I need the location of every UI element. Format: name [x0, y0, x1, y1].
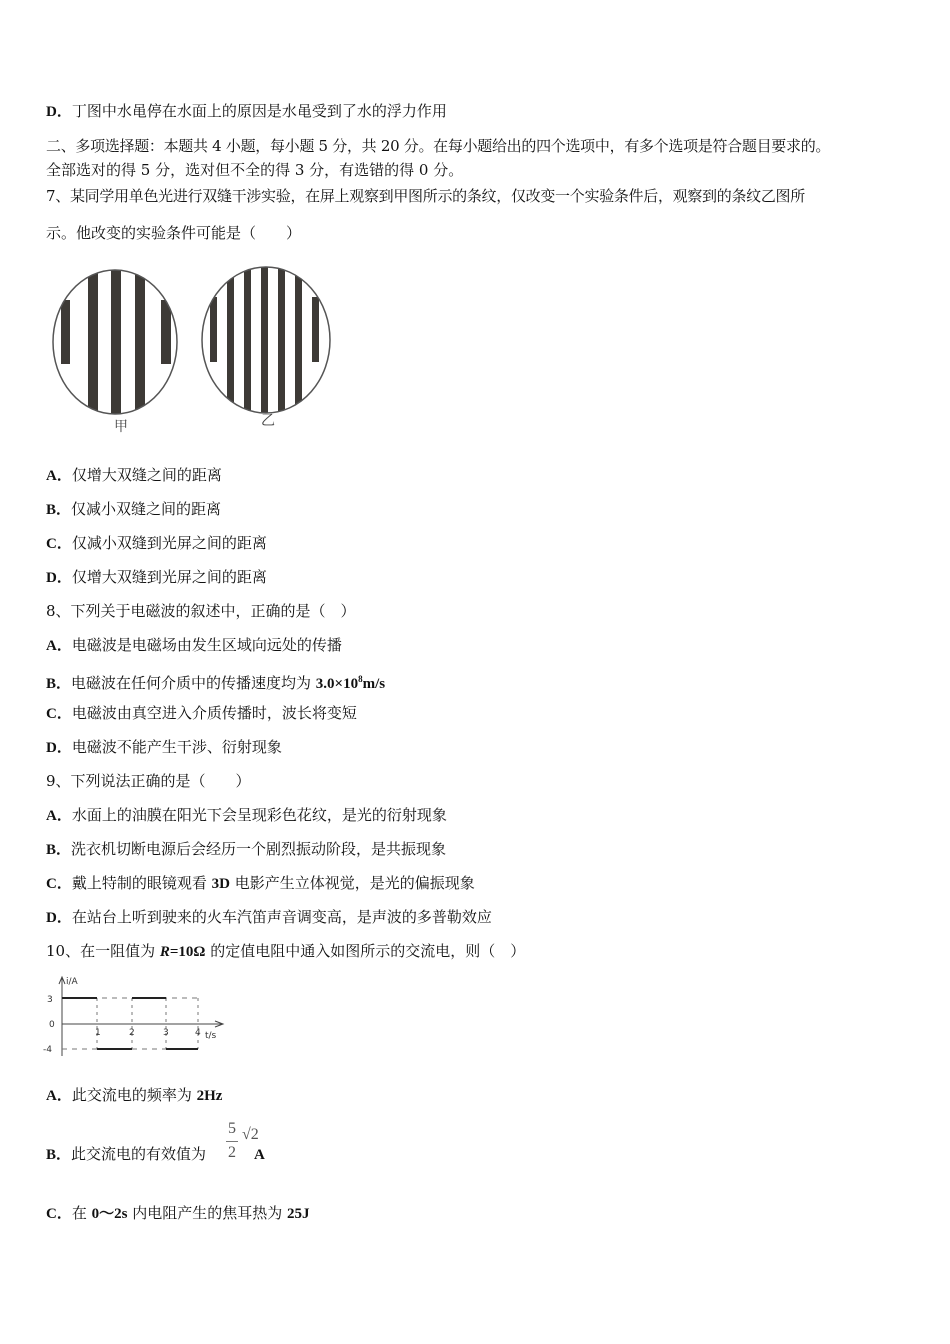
option-letter: C． [46, 1206, 72, 1222]
option-letter: C． [46, 706, 72, 722]
q7-option-c[interactable] [46, 533, 267, 554]
option-text: 丁图中水黾停在水面上的原因是水黾受到了水的浮力作用 [71, 102, 447, 120]
option-text: 仅减小双缝到光屏之间的距离 [71, 534, 267, 552]
q9-option-a[interactable] [46, 805, 447, 826]
fraction-bar [226, 1141, 238, 1142]
q7-option-b[interactable] [46, 499, 221, 520]
option-text: 在站台上听到驶来的火车汽笛声音调变高，是声波的多普勒效应 [71, 908, 492, 926]
sqrt-two: √2 [242, 1126, 259, 1143]
y-tick-3: 3 [47, 995, 53, 1005]
resistance-variable: R [159, 944, 170, 960]
option-letter: D． [46, 740, 72, 756]
option-letter: D． [46, 104, 72, 120]
option-letter: D． [46, 910, 72, 926]
x-tick-1: 1 [95, 1028, 101, 1038]
q8-option-a[interactable] [46, 635, 342, 656]
option-text: 仅增大双缝到光屏之间的距离 [71, 568, 267, 586]
option-letter: B． [46, 1147, 72, 1163]
q10-stem [46, 941, 525, 962]
speed-exponent: 8 [358, 674, 363, 684]
y-tick-neg4: -4 [43, 1045, 52, 1055]
frequency-value: 2Hz [196, 1088, 223, 1104]
q9-option-d[interactable] [46, 907, 492, 928]
section-header-line-2: 全部选对的得 5 分，选对但不全的得 3 分，有选错的得 0 分。 [46, 161, 464, 179]
option-text: 电磁波是电磁场由发生区域向远处的传播 [71, 636, 342, 654]
x-tick-4: 4 [195, 1028, 201, 1038]
option-text: 此交流电的频率为 [71, 1086, 197, 1104]
fraction-denominator: 2 [228, 1144, 236, 1161]
q7-option-a[interactable] [46, 465, 222, 486]
x-tick-2: 2 [129, 1028, 135, 1038]
option-text: 水面上的油膜在阳光下会呈现彩色花纹，是光的衍射现象 [71, 806, 447, 824]
stem-text: 的定值电阻中通入如图所示的交流电，则（ ） [205, 942, 526, 960]
q7-option-d[interactable] [46, 567, 267, 588]
fringe-diagram-svg [48, 252, 348, 442]
speed-value: 3.0×10 [315, 676, 359, 692]
resistance-value: =10Ω [169, 944, 206, 960]
option-letter: B． [46, 842, 72, 858]
interference-fringe-figure [48, 252, 348, 442]
fraction-numerator: 5 [228, 1120, 236, 1137]
unit-ampere: A [254, 1147, 265, 1163]
q9-stem: 9、下列说法正确的是（ ） [46, 772, 251, 790]
y-tick-0: 0 [49, 1020, 55, 1030]
option-letter: D． [46, 570, 72, 586]
q10-option-a[interactable] [46, 1085, 222, 1106]
figure-label-jia: 甲 [114, 419, 128, 435]
option-text: 电影产生立体视觉，是光的偏振现象 [229, 874, 475, 892]
option-text: 在 [71, 1204, 92, 1222]
option-text: 洗衣机切断电源后会经历一个剧烈振动阶段，是共振现象 [71, 840, 447, 858]
option-text: 仅减小双缝之间的距离 [71, 500, 222, 518]
q9-option-b[interactable] [46, 839, 446, 860]
x-axis-label: t/s [205, 1031, 217, 1041]
q10-option-c[interactable] [46, 1203, 310, 1224]
q8-option-b[interactable] [46, 669, 385, 694]
q7-stem-line-2: 示。他改变的实验条件可能是（ ） [46, 224, 302, 242]
current-time-chart [42, 972, 232, 1060]
q8-option-d[interactable] [46, 737, 282, 758]
option-letter: C． [46, 876, 72, 892]
option-text: 此交流电的有效值为 [71, 1145, 207, 1163]
option-text: 电磁波在任何介质中的传播速度均为 [71, 674, 316, 692]
option-letter: B． [46, 676, 72, 692]
option-letter: A． [46, 468, 72, 484]
option-text: 电磁波不能产生干涉、衍射现象 [71, 738, 282, 756]
time-range: 0～2s [91, 1206, 128, 1222]
q8-option-c[interactable] [46, 703, 357, 724]
option-text: 内电阻产生的焦耳热为 [127, 1204, 288, 1222]
option-text: 仅增大双缝之间的距离 [71, 466, 222, 484]
section-header-line-1: 二、多项选择题：本题共 4 小题，每小题 5 分，共 20 分。在每小题给出的四个选项中，有多个选项是符合题目要求的。 [46, 137, 831, 155]
heat-value: 25J [287, 1206, 310, 1222]
option-bold: 3D [211, 876, 230, 892]
option-letter: B． [46, 502, 72, 518]
option-letter: C． [46, 536, 72, 552]
q8-stem: 8、下列关于电磁波的叙述中，正确的是（ ） [46, 602, 356, 620]
q9-option-c[interactable] [46, 873, 475, 894]
speed-unit: m/s [362, 676, 386, 692]
option-text: 电磁波由真空进入介质传播时，波长将变短 [71, 704, 357, 722]
stem-text: 10、在一阻值为 [46, 942, 160, 960]
square-wave-plot [42, 972, 232, 1060]
option-letter: A． [46, 808, 72, 824]
x-tick-3: 3 [163, 1028, 169, 1038]
q7-stem-line-1: 7、某同学用单色光进行双缝干涉实验，在屏上观察到甲图所示的条纹，仅改变一个实验条件后，观察到的条纹乙图所 [46, 187, 805, 205]
option-letter: A． [46, 638, 72, 654]
prev-question-option-d [46, 101, 447, 122]
option-text: 戴上特制的眼镜观看 [71, 874, 212, 892]
option-letter: A． [46, 1088, 72, 1104]
y-axis-label: i/A [66, 977, 78, 987]
figure-label-yi: 乙 [261, 413, 275, 429]
